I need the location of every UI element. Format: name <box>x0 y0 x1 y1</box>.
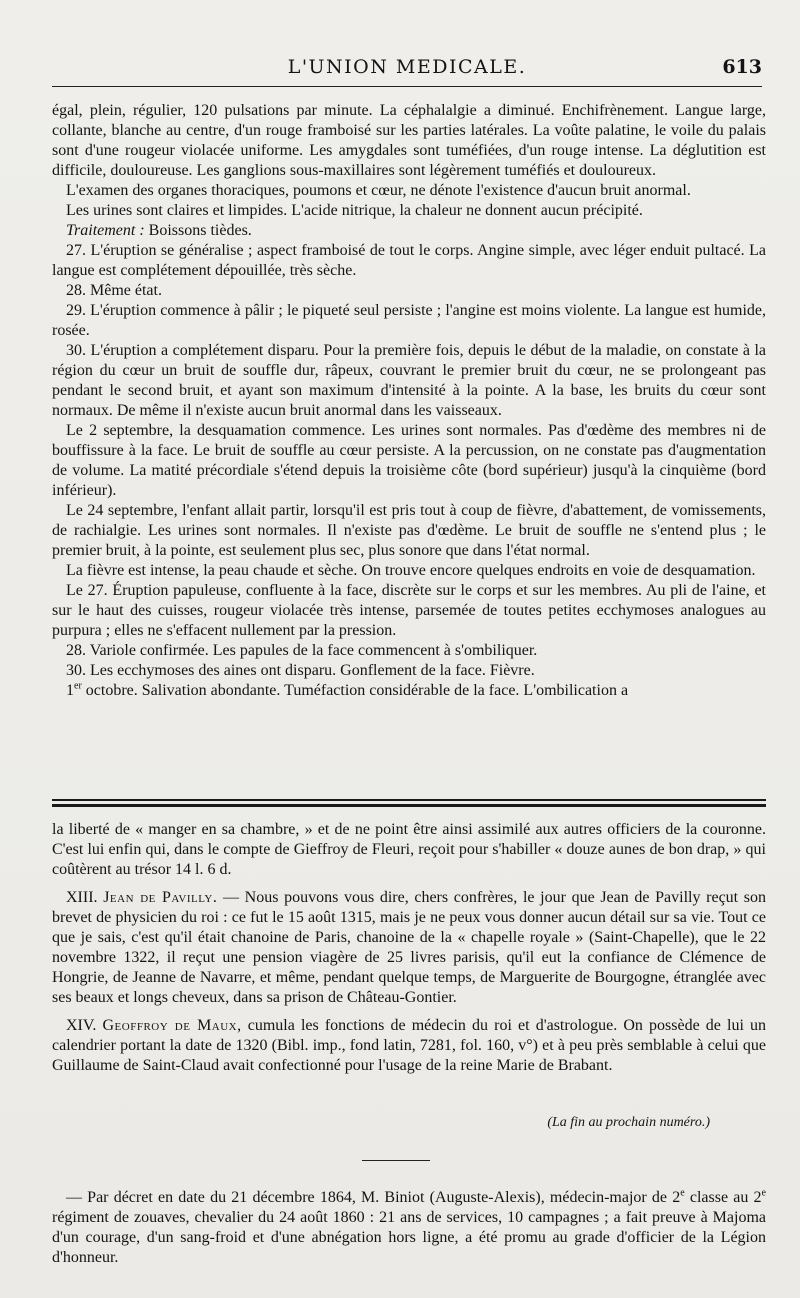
october-day: 1 <box>66 682 74 699</box>
day-entry: Le 27. Éruption papuleuse, confluente à la face, discrète sur le corps et sur les membres. Au pli de l'aine, et sur le haut des cuisses, rougeur violacée très intense, parsemée de toutes petites ecchymoses analogues au purpura ; elles ne s'effacent nullement par la pression. <box>52 582 766 639</box>
treatment-line <box>52 221 766 241</box>
entry-jean-de-pavilly <box>52 888 766 1008</box>
ordinal-sup: e <box>680 1187 685 1199</box>
decree-text: classe au 2 <box>684 1189 762 1206</box>
ordinal-sup: e <box>761 1187 766 1199</box>
section-divider <box>362 1160 430 1161</box>
feuilleton-separator <box>52 798 766 808</box>
day-entry: Le 2 septembre, la desquamation commence. Les urines sont normales. Pas d'œdème des membres ni de bouffissure à la face. Le bruit de souffle au cœur persiste. A la percussion, on ne constate pas d'augmentation de volume. La matité précordiale s'étend depuis la troisième côte (bord supérieur) jusqu'à la cinquième (bord inférieur). <box>52 422 766 499</box>
to-be-continued-note: (La fin au prochain numéro.) <box>547 1115 710 1130</box>
day-entry: 30. Les ecchymoses des aines ont disparu. Gonflement de la face. Fièvre. <box>66 662 535 679</box>
running-head: L'UNION MEDICALE. <box>287 56 527 78</box>
page-header <box>52 50 762 90</box>
day-entry: 28. Même état. <box>66 282 162 299</box>
feuilleton-opening: la liberté de « manger en sa chambre, » et de ne point être ainsi assimilé aux autres officiers de la couronne. C'est lui enfin qui, dans le compte de Gieffroy de Fleuri, reçoit pour s'habiller « douze aunes de bon drap, » qui coûtèrent au trésor 14 l. 6 d. <box>52 821 766 878</box>
treatment-label: Traitement : <box>66 222 145 239</box>
decree-text: régiment de zouaves, chevalier du 24 août 1860 : 21 ans de services, 10 campagnes ; a fait preuve à Majoma d'un courage, d'un sang-froid et d'une abnégation hors ligne, a été promu au grade d'officier de la Légion d'honneur. <box>52 1209 766 1266</box>
observation-paragraph: L'examen des organes thoraciques, poumons et cœur, ne dénote l'existence d'aucun bruit anormal. <box>66 182 691 199</box>
observation-paragraph: égal, plein, régulier, 120 pulsations par minute. La céphalalgie a diminué. Enchifrènement. Langue large, collante, blanche au centre, d'un rouge framboisé sur les parties latérales. La voûte palatine, le voile du palais sont d'une rougeur violacée uniforme. Les amygdales sont tuméfiées, d'un rouge intense. La déglutition est difficile, douloureuse. Les ganglions sous-maxillaires sont légèrement tuméfiés et douloureux. <box>52 102 766 179</box>
observation-paragraph: Les urines sont claires et limpides. L'acide nitrique, la chaleur ne donnent aucun précipité. <box>66 202 643 219</box>
decree-paragraph <box>52 1188 766 1268</box>
entry-number: XIII. <box>66 889 104 906</box>
day-entry-october <box>52 681 766 701</box>
header-rule <box>52 86 762 87</box>
clinical-observation <box>52 101 766 701</box>
entry-name: Geoffroy de Maux, <box>102 1017 242 1034</box>
decree-text: — Par décret en date du 21 décembre 1864, M. Biniot (Auguste-Alexis), médecin-major de 2 <box>66 1189 681 1206</box>
entry-text: — Nous pouvons vous dire, chers confrères, le jour que Jean de Pavilly reçut son brevet de physicien du roi : ce fut le 15 août 1315, mais je ne peux vous donner aucun détail sur sa vie. Tout ce que je sais, c'est qu'il était chanoine de Paris, chanoine de la « chapelle royale » (Saint-Chapelle), que le 22 novembre 1322, il reçut une pension viagère de 25 livres parisis, qu'il eut la confiance de Clémence de Hongrie, de Jeanne de Navarre, et même, pendant quelque temps, de Marguerite de Bourgogne, étranglée avec ses beaux et longs cheveux, dans sa prison de Château-Gontier. <box>52 889 767 1006</box>
october-sup: er <box>74 680 82 692</box>
news-item <box>52 1188 766 1268</box>
october-text: octobre. Salivation abondante. Tuméfaction considérable de la face. L'ombilication a <box>81 682 629 699</box>
entry-geoffroy-de-maux <box>52 1016 766 1076</box>
feuilleton <box>52 820 766 1076</box>
day-entry: La fièvre est intense, la peau chaude et sèche. On trouve encore quelques endroits en voie de desquamation. <box>66 562 756 579</box>
page-number: 613 <box>722 56 762 78</box>
treatment-text: Boissons tièdes. <box>144 222 252 239</box>
day-entry: 27. L'éruption se généralise ; aspect framboisé de tout le corps. Angine simple, avec léger enduit pultacé. La langue est complétement dépouillée, très sèche. <box>52 242 766 279</box>
entry-name: Jean de Pavilly. <box>103 889 218 906</box>
entry-number: XIV. <box>66 1017 103 1034</box>
entry-text: cumula les fonctions de médecin du roi et d'astrologue. On possède de lui un calendrier portant la date de 1320 (Bibl. imp., fond latin, 7281, fol. 160, v°) et à peu près semblable à celui que Guillaume de Saint-Claud avait confectionné pour l'usage de la reine Marie de Brabant. <box>52 1017 767 1074</box>
day-entry: 30. L'éruption a complétement disparu. Pour la première fois, depuis le début de la maladie, on constate à la région du cœur un bruit de souffle dur, râpeux, couvrant le premier bruit du cœur, ne se prolongeant pas pendant le second bruit, et ayant son maximum d'intensité à la pointe. A la base, les bruits du cœur sont normaux. De même il n'existe aucun bruit anormal dans les vaisseaux. <box>52 342 766 419</box>
day-entry: 28. Variole confirmée. Les papules de la face commencent à s'ombiliquer. <box>66 642 538 659</box>
day-entry: Le 24 septembre, l'enfant allait partir, lorsqu'il est pris tout à coup de fièvre, d'abattement, de vomissements, de rachialgie. Les urines sont normales. Il n'existe pas d'œdème. Le bruit de souffle ne s'entend plus ; le premier bruit, à la pointe, est seulement plus sec, plus sonore que dans l'état normal. <box>52 502 766 559</box>
day-entry: 29. L'éruption commence à pâlir ; le piqueté seul persiste ; l'angine est moins violente. La langue est humide, rosée. <box>52 302 766 339</box>
